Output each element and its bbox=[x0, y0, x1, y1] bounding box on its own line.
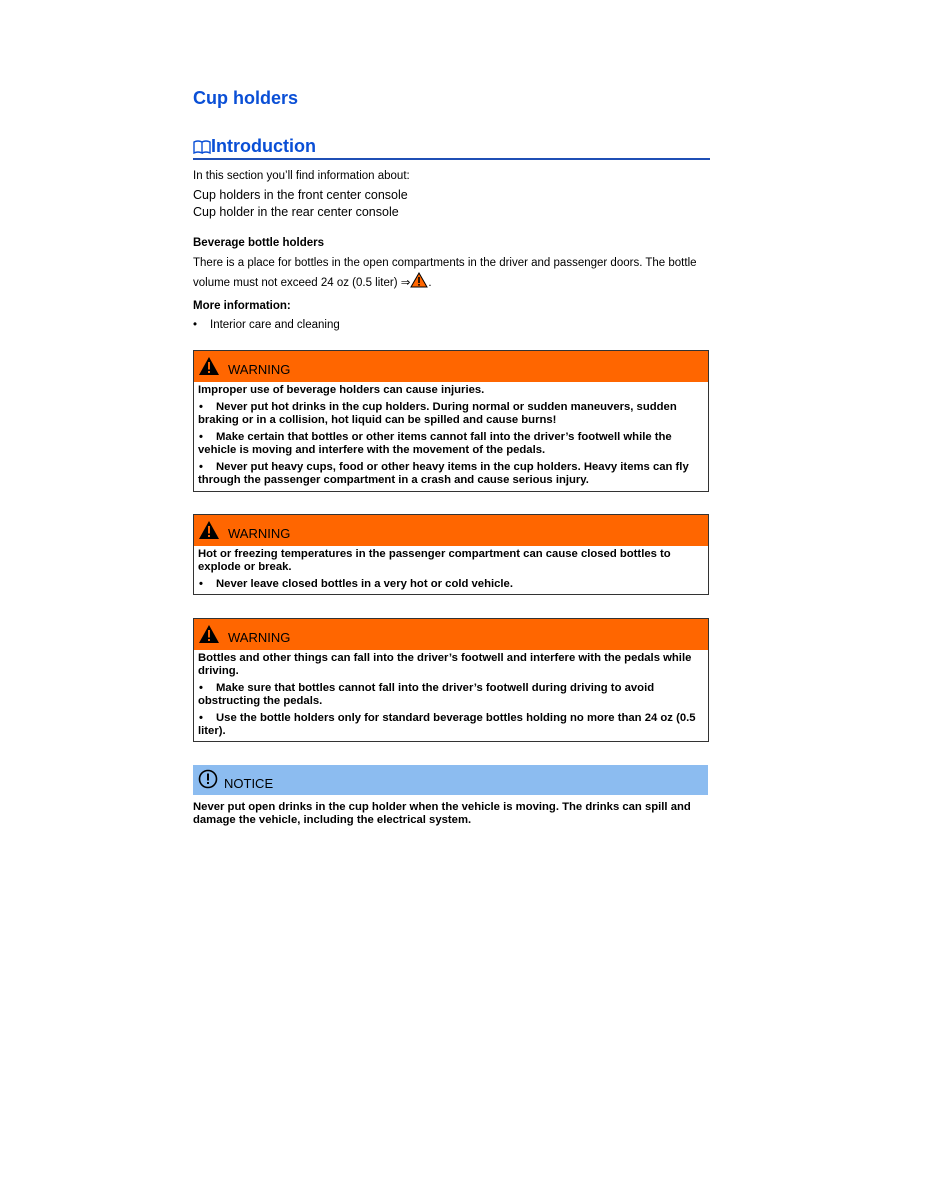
warning-item-text: Make sure that bottles cannot fall into the driver’s footwell during driving to avoid obstructing the pedals. bbox=[198, 682, 655, 707]
warning-item-text: Never put hot drinks in the cup holders. During normal or sudden maneuvers, sudden braking or in a collision, hot liquid can be spilled and cause burns! bbox=[198, 401, 677, 426]
book-icon bbox=[193, 140, 211, 154]
notice-header bbox=[193, 765, 708, 795]
beverage-heading: Beverage bottle holders bbox=[193, 237, 325, 249]
warning-item bbox=[198, 401, 704, 427]
exclamation-circle-icon bbox=[198, 769, 218, 789]
warning-item-text: Never leave closed bottles in a very hot or cold vehicle. bbox=[216, 578, 513, 590]
bullet: • bbox=[193, 319, 198, 331]
warning-box bbox=[193, 350, 709, 492]
page-title: Cup holders bbox=[193, 88, 299, 108]
beverage-text-line2 bbox=[193, 272, 432, 292]
warning-header bbox=[194, 619, 708, 650]
bullet: • bbox=[199, 712, 203, 724]
notice-text: Never put open drinks in the cup holder when the vehicle is moving. The drinks can spill and damage the vehicle, including the electrical system. bbox=[193, 801, 691, 826]
topic-item[interactable]: Cup holder in the rear center console bbox=[193, 205, 399, 219]
warning-item bbox=[198, 682, 704, 708]
warning-item bbox=[198, 431, 704, 457]
warning-label: WARNING bbox=[228, 362, 291, 377]
warning-item bbox=[198, 712, 704, 738]
warning-lead: Bottles and other things can fall into the driver’s footwell and interfere with the pedals while driving. bbox=[198, 652, 692, 677]
introduction-title: Introduction bbox=[211, 136, 316, 156]
warning-header bbox=[194, 351, 708, 382]
more-info-heading: More information: bbox=[193, 300, 291, 312]
warning-label: WARNING bbox=[228, 630, 291, 645]
warning-triangle-icon bbox=[198, 356, 220, 376]
beverage-text-line1: There is a place for bottles in the open compartments in the driver and passenger doors. The bottle bbox=[193, 257, 697, 269]
notice-label: NOTICE bbox=[224, 776, 274, 791]
warning-item bbox=[198, 578, 704, 591]
warning-header bbox=[194, 515, 708, 546]
bullet: • bbox=[199, 431, 203, 443]
warning-triangle-icon[interactable] bbox=[410, 272, 428, 288]
warning-body bbox=[194, 382, 708, 493]
warning-body bbox=[194, 546, 708, 597]
warning-triangle-icon bbox=[198, 624, 220, 644]
warning-lead: Improper use of beverage holders can cause injuries. bbox=[198, 384, 485, 396]
beverage-text-end: . bbox=[428, 277, 432, 289]
warning-box bbox=[193, 618, 709, 742]
warning-item-text: Use the bottle holders only for standard beverage bottles holding no more than 24 oz (0.5 liter). bbox=[198, 712, 696, 737]
warning-body bbox=[194, 650, 708, 744]
intro-lead: In this section you’ll find information about: bbox=[193, 170, 410, 182]
warning-item-text: Make certain that bottles or other items cannot fall into the driver’s footwell while the vehicle is moving and interfere with the movement of the pedals. bbox=[198, 431, 672, 456]
more-info-item-label: Interior care and cleaning bbox=[210, 319, 340, 331]
beverage-text-line2-body: volume must not exceed 24 oz (0.5 liter) ⇒ bbox=[193, 277, 411, 289]
bullet: • bbox=[199, 401, 203, 413]
warning-lead: Hot or freezing temperatures in the passenger compartment can cause closed bottles to explode or break. bbox=[198, 548, 671, 573]
warning-item bbox=[198, 461, 704, 487]
topic-item[interactable]: Cup holders in the front center console bbox=[193, 188, 408, 202]
bullet: • bbox=[199, 578, 203, 590]
bullet: • bbox=[199, 682, 203, 694]
more-info-item[interactable] bbox=[193, 319, 340, 331]
introduction-heading bbox=[193, 136, 710, 160]
warning-label: WARNING bbox=[228, 526, 291, 541]
warning-item-text: Never put heavy cups, food or other heavy items in the cup holders. Heavy items can fly through the passenger compartment in a crash and cause serious injury. bbox=[198, 461, 689, 486]
warning-triangle-icon bbox=[198, 520, 220, 540]
bullet: • bbox=[199, 461, 203, 473]
warning-box bbox=[193, 514, 709, 595]
